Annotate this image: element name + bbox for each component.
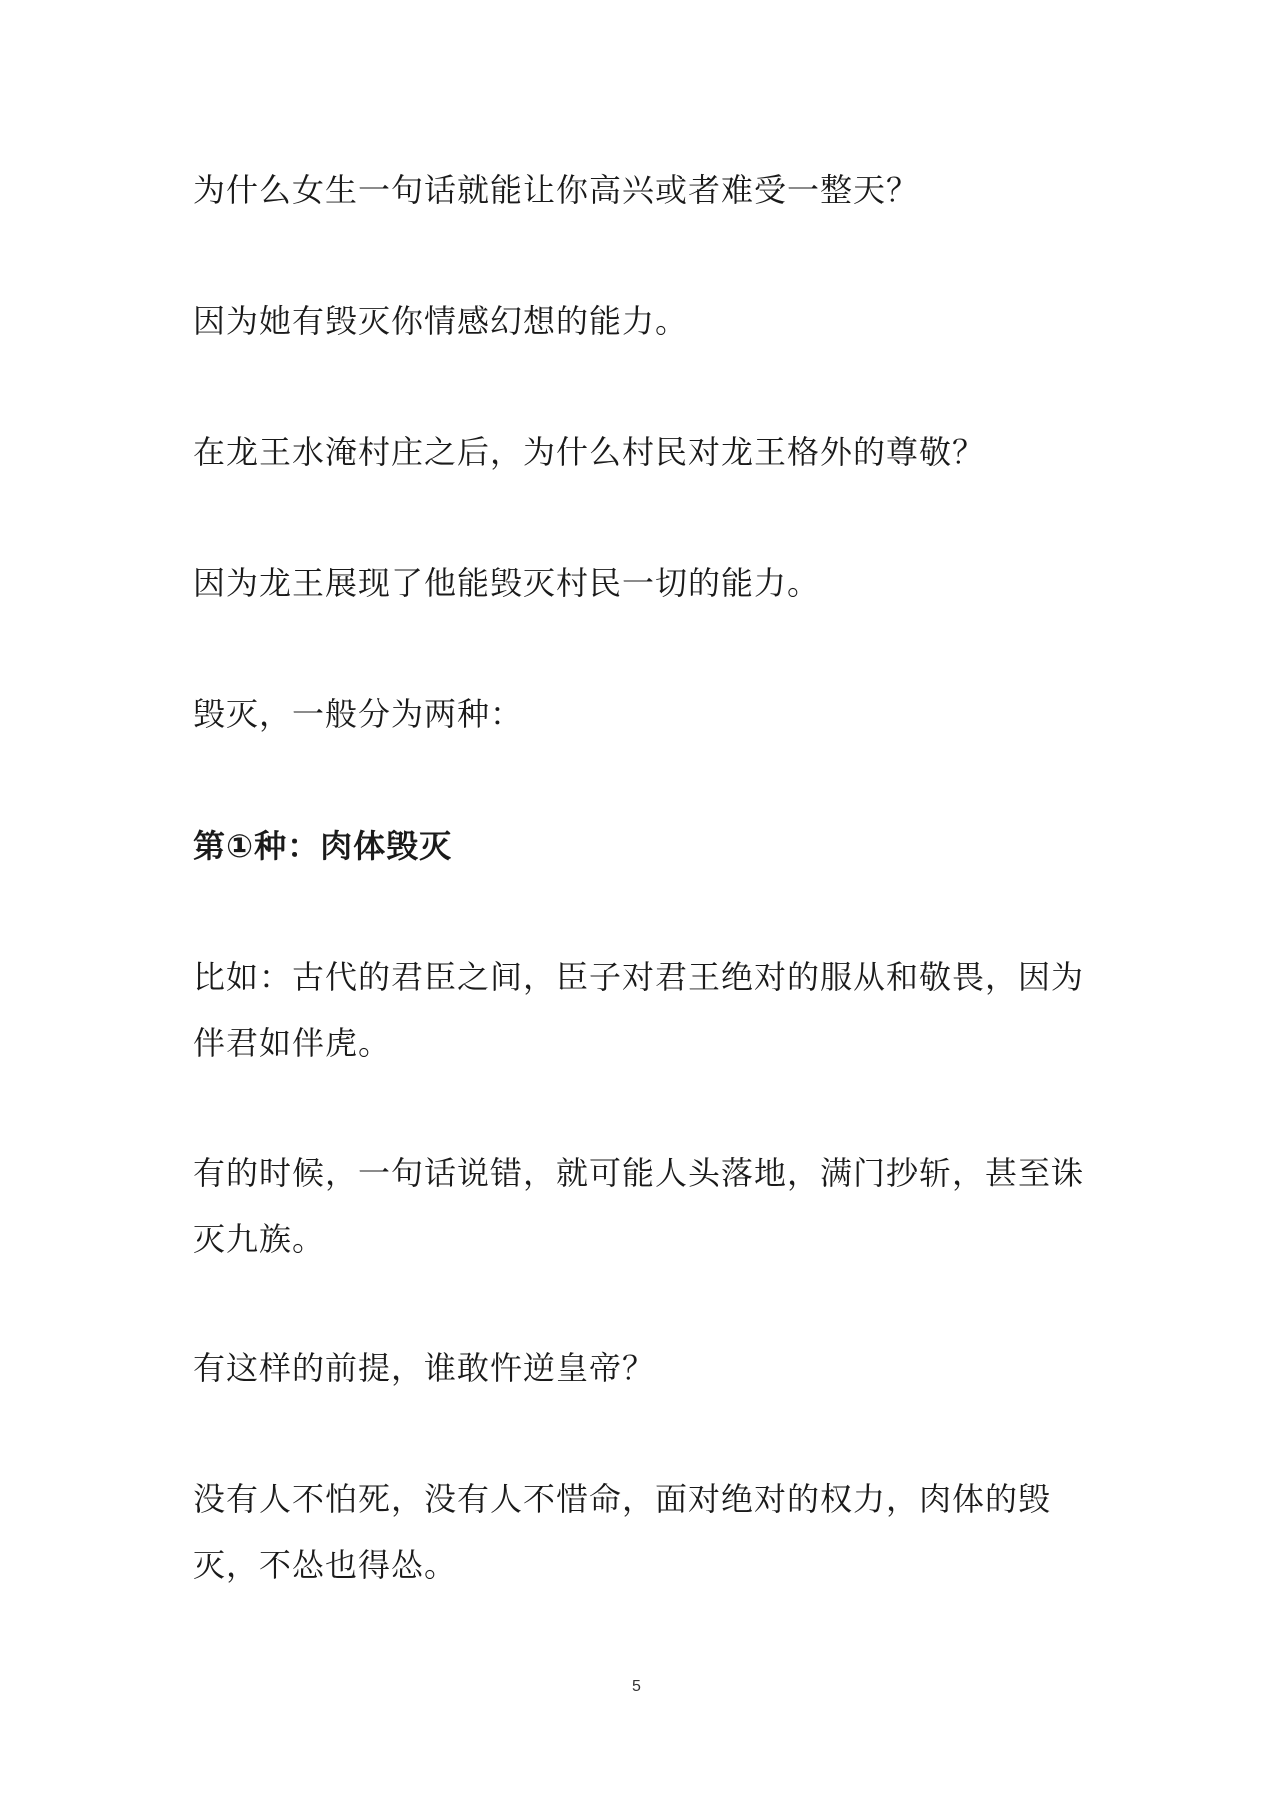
paragraph-1: 为什么女生一句话就能让你高兴或者难受一整天？ bbox=[193, 171, 920, 209]
paragraph-9: 没有人不怕死，没有人不惜命，面对绝对的权力，肉体的毁灭，不怂也得怂。 bbox=[193, 1480, 1052, 1584]
paragraph-7: 有的时候，一句话说错，就可能人头落地，满门抄斩，甚至诛灭九族。 bbox=[193, 1154, 1085, 1258]
page-number: 5 bbox=[632, 1678, 641, 1695]
paragraph-6: 比如：古代的君臣之间，臣子对君王绝对的服从和敬畏，因为伴君如伴虎。 bbox=[193, 958, 1085, 1062]
paragraph-5: 毁灭，一般分为两种： bbox=[193, 695, 524, 733]
section-heading: 第①种：肉体毁灭 bbox=[193, 827, 453, 865]
paragraph-4: 因为龙王展现了他能毁灭村民一切的能力。 bbox=[193, 564, 821, 602]
paragraph-8: 有这样的前提，谁敢忤逆皇帝？ bbox=[193, 1349, 656, 1387]
paragraph-3: 在龙王水淹村庄之后，为什么村民对龙王格外的尊敬？ bbox=[193, 433, 986, 471]
paragraph-2: 因为她有毁灭你情感幻想的能力。 bbox=[193, 302, 689, 340]
